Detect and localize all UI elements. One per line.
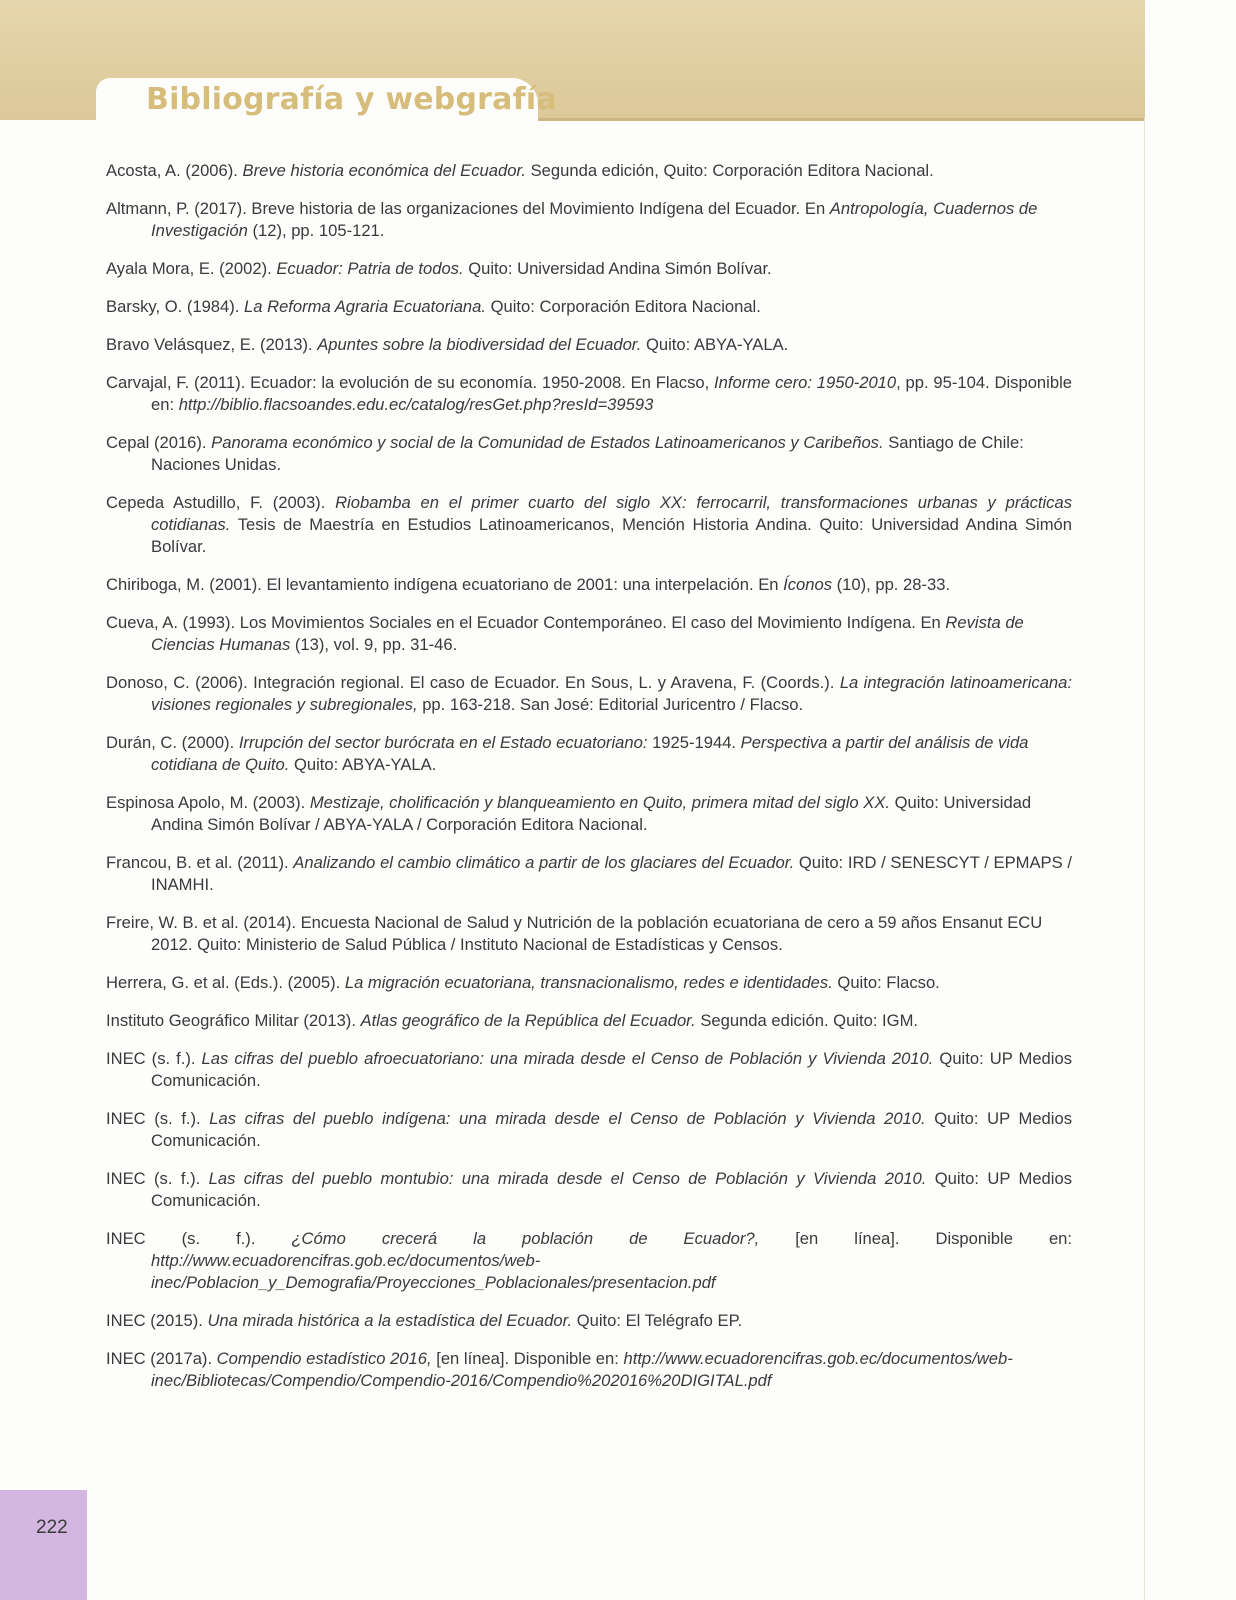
reference-text: Quito: Flacso. xyxy=(832,973,940,992)
reference-text: Acosta, A. (2006). xyxy=(106,161,243,180)
reference-text: Bravo Velásquez, E. (2013). xyxy=(106,335,318,354)
reference-text: Ayala Mora, E. (2002). xyxy=(106,259,277,278)
reference-title: Apuntes sobre la biodiversidad del Ecuador. xyxy=(317,335,642,354)
reference-title: Perspectiva a partir del análisis de vida cotidiana de Quito. xyxy=(151,733,1029,774)
reference-entry xyxy=(106,672,1072,716)
reference-title: La migración ecuatoriana, transnacionalismo, redes e identidades. xyxy=(344,973,833,992)
right-margin-rule xyxy=(1144,118,1145,1600)
reference-url: http://biblio.flacsoandes.edu.ec/catalog/resGet.php?resId=39593 xyxy=(178,395,654,414)
reference-entry xyxy=(106,792,1072,836)
reference-title: Analizando el cambio climático a partir de los glaciares del Ecuador. xyxy=(293,853,795,872)
reference-text: Cueva, A. (1993). Los Movimientos Sociales en el Ecuador Contemporáneo. El caso del Movimiento Indígena. En xyxy=(106,613,946,632)
reference-text: Altmann, P. (2017). Breve historia de las organizaciones del Movimiento Indígena del Ecuador. En xyxy=(106,199,830,218)
reference-entry xyxy=(106,1048,1072,1092)
reference-text: Instituto Geográfico Militar (2013). xyxy=(106,1011,361,1030)
reference-title: Irrupción del sector burócrata en el Estado ecuatoriano: xyxy=(238,733,648,752)
reference-text: INEC (s. f.). xyxy=(106,1109,210,1128)
reference-text: INEC (2015). xyxy=(106,1311,208,1330)
reference-text: Cepeda Astudillo, F. (2003). xyxy=(106,493,336,512)
reference-text: INEC (s. f.). xyxy=(106,1049,202,1068)
reference-text: INEC (2017a). xyxy=(106,1349,217,1368)
page-title: Bibliografía y webgrafía xyxy=(146,82,557,117)
reference-text: pp. 163-218. San José: Editorial Juricentro / Flacso. xyxy=(417,695,804,714)
reference-text: INEC (s. f.). xyxy=(106,1229,292,1248)
reference-entry xyxy=(106,296,1072,318)
reference-title: Breve historia económica del Ecuador. xyxy=(242,161,526,180)
reference-title: Mestizaje, cholificación y blanqueamiento en Quito, primera mitad del siglo XX. xyxy=(309,793,891,812)
reference-text: INEC (s. f.). xyxy=(106,1169,209,1188)
reference-title: Íconos xyxy=(783,575,832,594)
reference-entry xyxy=(106,1168,1072,1212)
reference-entry xyxy=(106,1348,1072,1392)
reference-entry xyxy=(106,198,1072,242)
reference-title: Las cifras del pueblo montubio: una mirada desde el Censo de Población y Vivienda 2010. xyxy=(208,1169,927,1188)
reference-text: Quito: El Telégrafo EP. xyxy=(572,1311,743,1330)
reference-text: Quito: UP Medios Comunicación. xyxy=(151,1109,1072,1150)
reference-entry xyxy=(106,1010,1072,1032)
reference-url: http://www.ecuadorencifras.gob.ec/documentos/web-inec/Poblacion_y_Demografia/Proyecciones_Poblacionales/presentacion.pdf xyxy=(151,1251,716,1292)
reference-text: Quito: Corporación Editora Nacional. xyxy=(486,297,761,316)
reference-title: Ecuador: Patria de todos. xyxy=(276,259,464,278)
reference-text: Tesis de Maestría en Estudios Latinoamericanos, Mención Historia Andina. Quito: Universidad Andina Simón Bolívar. xyxy=(151,515,1072,556)
reference-entry xyxy=(106,160,1072,182)
reference-text: Chiriboga, M. (2001). El levantamiento indígena ecuatoriano de 2001: una interpelación. En xyxy=(106,575,784,594)
reference-entry xyxy=(106,612,1072,656)
reference-entry xyxy=(106,574,1072,596)
reference-text: Quito: Universidad Andina Simón Bolívar / ABYA-YALA / Corporación Editora Nacional. xyxy=(151,793,1032,834)
reference-entry xyxy=(106,972,1072,994)
reference-text: Santiago de Chile: Naciones Unidas. xyxy=(151,433,1024,474)
reference-url: http://www.ecuadorencifras.gob.ec/documentos/web-inec/Bibliotecas/Compendio/Compendio-2016/Compendio%202016%20DIGITAL.pdf xyxy=(151,1349,1013,1390)
reference-text: [en línea]. Disponible en: xyxy=(759,1229,1073,1248)
reference-text: (13), vol. 9, pp. 31-46. xyxy=(290,635,458,654)
reference-text: Espinosa Apolo, M. (2003). xyxy=(106,793,310,812)
reference-title: Las cifras del pueblo indígena: una mirada desde el Censo de Población y Vivienda 2010. xyxy=(209,1109,926,1128)
reference-text: (12), pp. 105-121. xyxy=(247,221,385,240)
reference-title: Compendio estadístico 2016, xyxy=(216,1349,432,1368)
reference-title: Antropología, Cuadernos de Investigación xyxy=(151,199,1038,240)
reference-entry xyxy=(106,852,1072,896)
reference-entry xyxy=(106,372,1072,416)
page-number-tab xyxy=(0,1490,87,1600)
reference-title: Atlas geográfico de la República del Ecuador. xyxy=(360,1011,696,1030)
reference-text: Segunda edición, Quito: Corporación Editora Nacional. xyxy=(526,161,934,180)
reference-title: La integración latinoamericana: visiones regionales y subregionales, xyxy=(151,673,1072,714)
reference-text: Cepal (2016). xyxy=(106,433,212,452)
reference-title: ¿Cómo crecerá la población de Ecuador?, xyxy=(291,1229,760,1248)
reference-text: Donoso, C. (2006). Integración regional. El caso de Ecuador. En Sous, L. y Aravena, F. (Coords.). xyxy=(106,673,840,692)
reference-text: Carvajal, F. (2011). Ecuador: la evolución de su economía. 1950-2008. En Flacso, xyxy=(106,373,715,392)
reference-text: Quito: ABYA-YALA. xyxy=(289,755,437,774)
reference-title: Riobamba en el primer cuarto del siglo XX: ferrocarril, transformaciones urbanas y prácticas cotidianas. xyxy=(151,493,1072,534)
header-underline xyxy=(538,118,1145,121)
reference-entry xyxy=(106,912,1072,956)
reference-text: (10), pp. 28-33. xyxy=(832,575,951,594)
reference-text: Quito: IRD / SENESCYT / EPMAPS / INAMHI. xyxy=(151,853,1072,894)
reference-title: Una mirada histórica a la estadística del Ecuador. xyxy=(207,1311,573,1330)
reference-text: , pp. 95-104. Disponible en: xyxy=(151,373,1072,414)
reference-text: Freire, W. B. et al. (2014). Encuesta Nacional de Salud y Nutrición de la población ecuatoriana de cero a 59 años Ensanut ECU 2012. Quito: Ministerio de Salud Pública / Instituto Nacional de Estadísticas y Censos. xyxy=(106,913,1043,954)
reference-text: Quito: Universidad Andina Simón Bolívar. xyxy=(463,259,772,278)
reference-entry xyxy=(106,432,1072,476)
reference-title: Informe cero: 1950-2010 xyxy=(714,373,897,392)
reference-title: Revista de Ciencias Humanas xyxy=(151,613,1024,654)
reference-entry xyxy=(106,1108,1072,1152)
reference-text: Durán, C. (2000). xyxy=(106,733,239,752)
reference-entry xyxy=(106,258,1072,280)
reference-text: Herrera, G. et al. (Eds.). (2005). xyxy=(106,973,345,992)
reference-entry xyxy=(106,1228,1072,1294)
reference-entry xyxy=(106,1310,1072,1332)
reference-text: Quito: UP Medios Comunicación. xyxy=(151,1169,1072,1210)
reference-text: Quito: ABYA-YALA. xyxy=(641,335,789,354)
reference-list xyxy=(106,160,1072,1408)
reference-title: Panorama económico y social de la Comunidad de Estados Latinoamericanos y Caribeños. xyxy=(211,433,884,452)
reference-text: [en línea]. Disponible en: xyxy=(431,1349,624,1368)
reference-text: Segunda edición. Quito: IGM. xyxy=(695,1011,919,1030)
reference-title: Las cifras del pueblo afroecuatoriano: una mirada desde el Censo de Población y Vivienda 2010. xyxy=(201,1049,934,1068)
reference-entry xyxy=(106,334,1072,356)
reference-text: 1925-1944. xyxy=(647,733,741,752)
page-number: 222 xyxy=(36,1517,68,1538)
reference-entry xyxy=(106,492,1072,558)
reference-text: Francou, B. et al. (2011). xyxy=(106,853,294,872)
reference-text: Barsky, O. (1984). xyxy=(106,297,245,316)
reference-title: La Reforma Agraria Ecuatoriana. xyxy=(244,297,486,316)
reference-text: Quito: UP Medios Comunicación. xyxy=(151,1049,1072,1090)
reference-entry xyxy=(106,732,1072,776)
